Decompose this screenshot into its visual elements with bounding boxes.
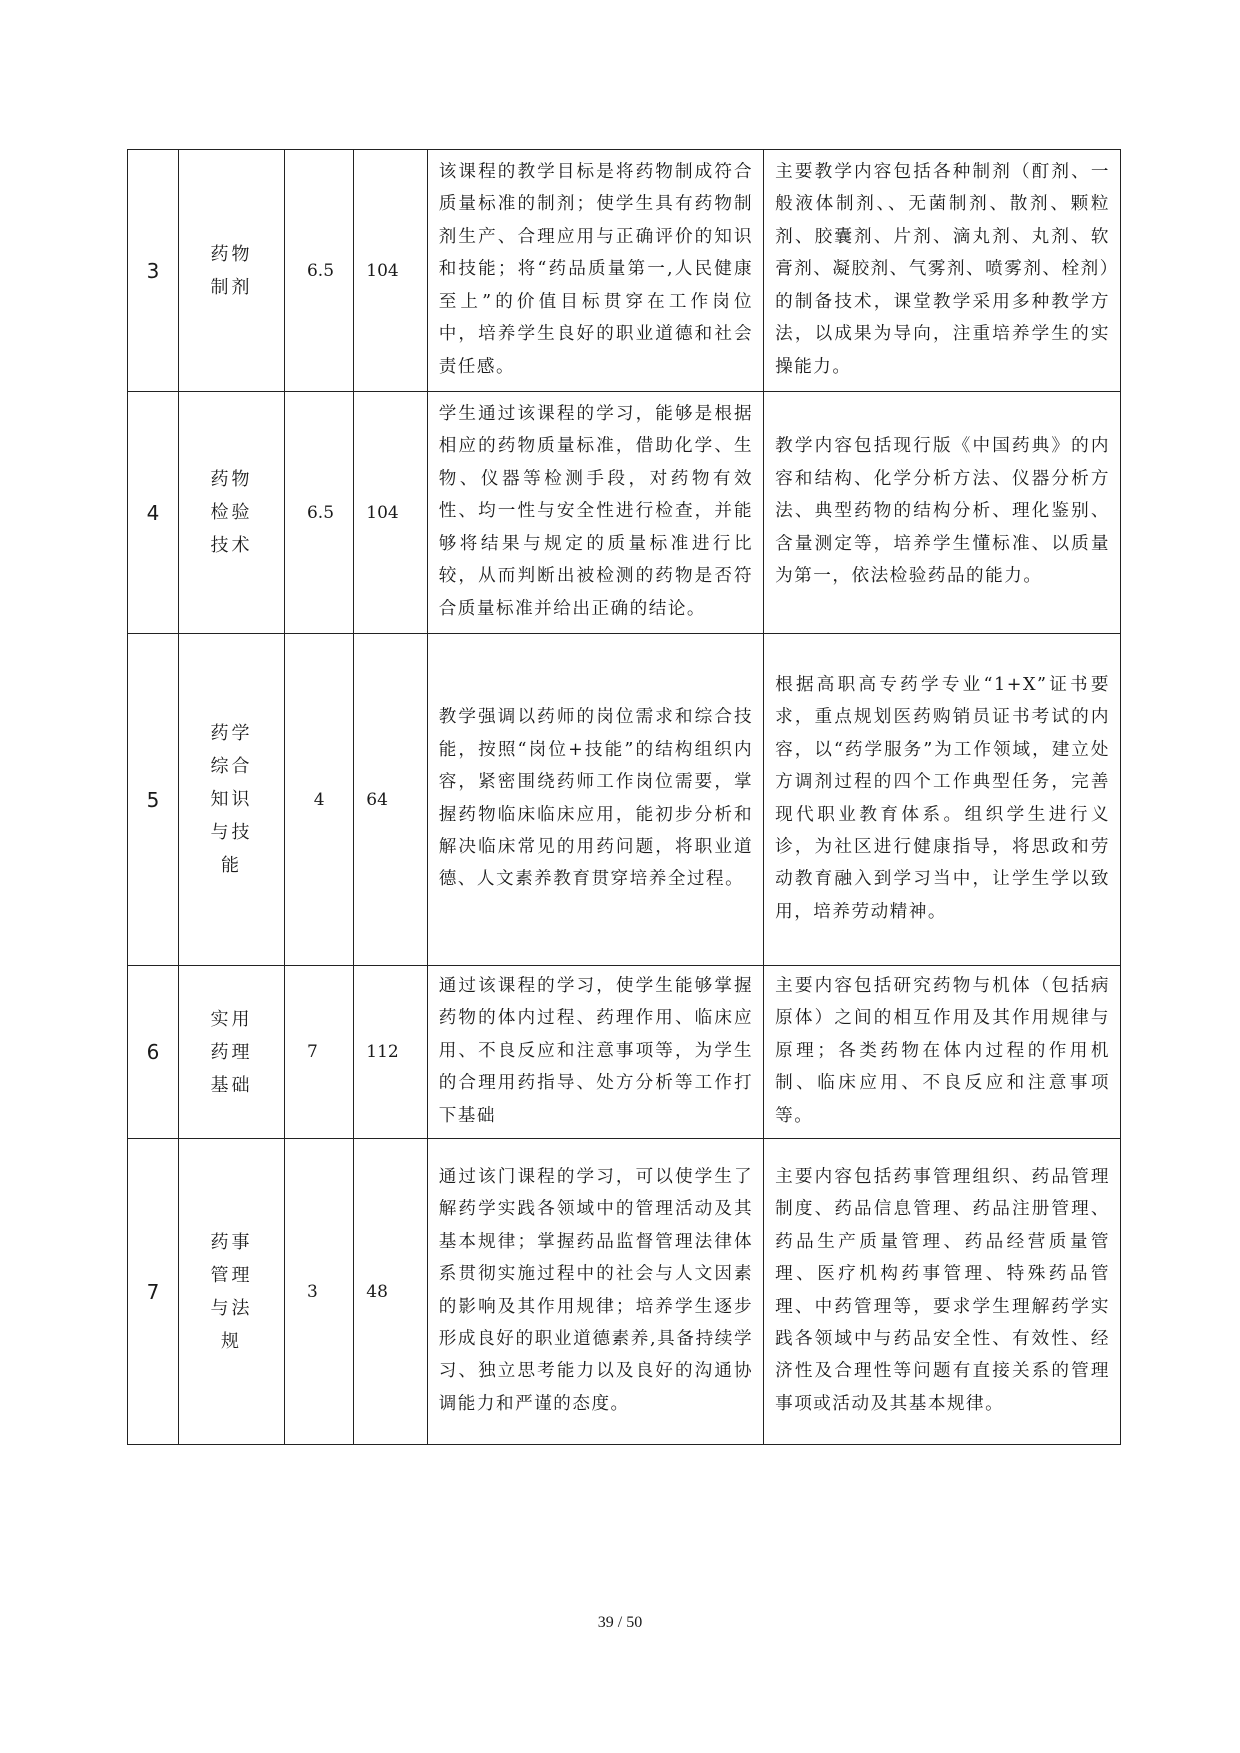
table-row: [128, 634, 1121, 966]
course-credit: 7: [284, 966, 353, 1139]
table-row: [128, 392, 1121, 634]
course-name: 实用药理基础: [210, 1008, 253, 1096]
course-credit: 6.5: [284, 150, 353, 392]
course-number: 7: [128, 1139, 179, 1445]
course-hours: 112: [354, 966, 427, 1139]
course-name: 药事管理与法规: [210, 1231, 253, 1352]
course-goal: 学生通过该课程的学习，能够是根据相应的药物质量标准，借助化学、生物、仪器等检测手段，对药物有效性、均一性与安全性进行检查，并能够将结果与规定的质量标准进行比较，从而判断出被检测的药物是否符合质量标准并给出正确的结论。: [427, 392, 763, 634]
course-goal: 教学强调以药师的岗位需求和综合技能，按照“岗位+技能”的结构组织内容，紧密围绕药师工作岗位需要，掌握药物临床临床应用，能初步分析和解决临床常见的用药问题，将职业道德、人文素养教育贯穿培养全过程。: [427, 634, 763, 966]
course-goal: 通过该门课程的学习，可以使学生了解药学实践各领域中的管理活动及其基本规律；掌握药品监督管理法律体系贯彻实施过程中的社会与人文因素的影响及其作用规律；培养学生逐步形成良好的职业道德素养,具备持续学习、独立思考能力以及良好的沟通协调能力和严谨的态度。: [427, 1139, 763, 1445]
course-hours: 48: [354, 1139, 427, 1445]
course-hours: 64: [354, 634, 427, 966]
course-content: 教学内容包括现行版《中国药典》的内容和结构、化学分析方法、仪器分析方法、典型药物的结构分析、理化鉴别、含量测定等，培养学生懂标准、以质量为第一，依法检验药品的能力。: [764, 392, 1121, 634]
course-number: 5: [128, 634, 179, 966]
course-name: 药学综合知识与技能: [210, 723, 253, 876]
course-name: 药物制剂: [210, 243, 253, 298]
page-number: 39 / 50: [597, 1614, 643, 1631]
course-number: 6: [128, 966, 179, 1139]
course-goal: 通过该课程的学习，使学生能够掌握药物的体内过程、药理作用、临床应用、不良反应和注意事项等，为学生的合理用药指导、处方分析等工作打下基础: [427, 966, 763, 1139]
course-name: 药物检验技术: [210, 469, 253, 556]
course-goal: 该课程的教学目标是将药物制成符合质量标准的制剂；使学生具有药物制剂生产、合理应用与正确评价的知识和技能；将“药品质量第一,人民健康至上”的价值目标贯穿在工作岗位中，培养学生良好的职业道德和社会责任感。: [427, 150, 763, 392]
course-content: 主要教学内容包括各种制剂（酊剂、一般液体制剂、、无菌制剂、散剂、颗粒剂、胶囊剂、片剂、滴丸剂、丸剂、软膏剂、凝胶剂、气雾剂、喷雾剂、栓剂）的制备技术，课堂教学采用多种教学方法，以成果为导向，注重培养学生的实操能力。: [764, 150, 1121, 392]
course-table: [127, 149, 1121, 1445]
course-content: 根据高职高专药学专业“1+X”证书要求，重点规划医药购销员证书考试的内容，以“药学服务”为工作领域，建立处方调剂过程的四个工作典型任务，完善现代职业教育体系。组织学生进行义诊，为社区进行健康指导，将思政和劳动教育融入到学习当中，让学生学以致用，培养劳动精神。: [764, 634, 1121, 966]
table-row: [128, 966, 1121, 1139]
course-hours: 104: [354, 392, 427, 634]
course-credit: 3: [284, 1139, 353, 1445]
course-hours: 104: [354, 150, 427, 392]
course-number: 4: [128, 392, 179, 634]
course-number: 3: [128, 150, 179, 392]
course-credit: 4: [284, 634, 353, 966]
course-credit: 6.5: [284, 392, 353, 634]
course-content: 主要内容包括研究药物与机体（包括病原体）之间的相互作用及其作用规律与原理；各类药物在体内过程的作用机制、临床应用、不良反应和注意事项等。: [764, 966, 1121, 1139]
table-row: [128, 150, 1121, 392]
table-row: [128, 1139, 1121, 1445]
course-content: 主要内容包括药事管理组织、药品管理制度、药品信息管理、药品注册管理、药品生产质量管理、药品经营质量管理、医疗机构药事管理、特殊药品管理、中药管理等，要求学生理解药学实践各领域中与药品安全性、有效性、经济性及合理性等问题有直接关系的管理事项或活动及其基本规律。: [764, 1139, 1121, 1445]
